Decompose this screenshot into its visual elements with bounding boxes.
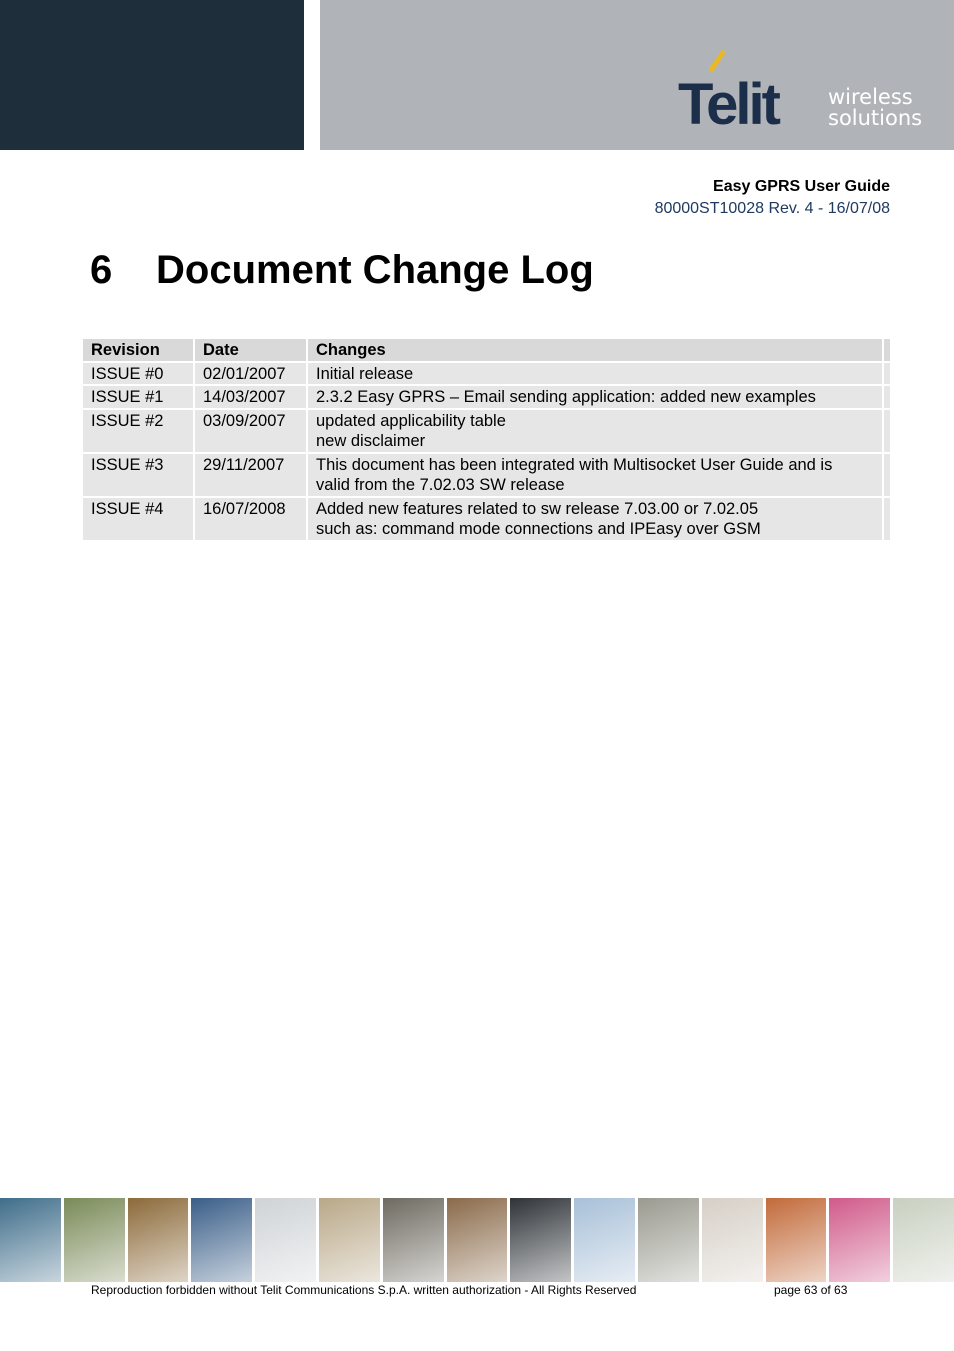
footer-photo — [64, 1198, 125, 1282]
cell-changes — [307, 497, 883, 541]
cell-spacer — [883, 409, 891, 453]
footer-photo-strip — [0, 1198, 954, 1282]
footer-photo — [574, 1198, 635, 1282]
cell-changes — [307, 385, 883, 409]
footer-copyright-notice: Reproduction forbidden without Telit Communications S.p.A. written authorization - All Rights Reserved — [91, 1283, 637, 1297]
change-line: Added new features related to sw release 7.03.00 or 7.02.05 — [316, 499, 759, 518]
cell-changes — [307, 453, 883, 497]
change-line: 2.3.2 Easy GPRS – Email sending application: added new examples — [316, 388, 816, 406]
header-banner-dark — [0, 0, 304, 150]
change-log-table — [83, 339, 892, 542]
cell-date: 14/03/2007 — [194, 385, 307, 409]
change-line: such as: command mode connections and IPEasy over GSM — [316, 520, 761, 538]
table-header-row — [83, 339, 891, 362]
document-revision: 80000ST10028 Rev. 4 - 16/07/08 — [654, 200, 890, 217]
header-spacer — [883, 339, 891, 362]
footer-photo — [829, 1198, 890, 1282]
cell-revision: ISSUE #1 — [83, 385, 194, 409]
footer-page-number: page 63 of 63 — [774, 1283, 848, 1297]
logo-accent-mark — [708, 50, 726, 72]
footer-photo — [0, 1198, 61, 1282]
cell-revision: ISSUE #3 — [83, 453, 194, 497]
cell-date: 03/09/2007 — [194, 409, 307, 453]
section-title: Document Change Log — [156, 248, 594, 292]
cell-date: 29/11/2007 — [194, 453, 307, 497]
footer-photo — [702, 1198, 763, 1282]
logo-text: Telit — [678, 72, 778, 134]
telit-logo — [676, 44, 928, 134]
cell-date: 16/07/2008 — [194, 497, 307, 541]
table-row — [83, 453, 891, 497]
logo-tagline-2: solutions — [828, 106, 923, 130]
cell-changes — [307, 362, 883, 386]
change-line: updated applicability table — [316, 411, 506, 430]
footer-photo — [383, 1198, 444, 1282]
change-line: valid from the 7.02.03 SW release — [316, 476, 565, 494]
footer-photo — [510, 1198, 571, 1282]
cell-spacer — [883, 362, 891, 386]
table-row — [83, 362, 891, 386]
cell-spacer — [883, 497, 891, 541]
cell-revision: ISSUE #2 — [83, 409, 194, 453]
footer-photo — [191, 1198, 252, 1282]
table-row — [83, 497, 891, 541]
table-row — [83, 385, 891, 409]
cell-changes — [307, 409, 883, 453]
header-revision: Revision — [83, 339, 194, 362]
footer-photo — [255, 1198, 316, 1282]
footer-photo — [893, 1198, 954, 1282]
footer-photo — [766, 1198, 827, 1282]
footer-photo — [638, 1198, 699, 1282]
table-row — [83, 409, 891, 453]
change-line: new disclaimer — [316, 432, 426, 450]
cell-revision: ISSUE #4 — [83, 497, 194, 541]
change-line: Initial release — [316, 364, 414, 383]
cell-spacer — [883, 385, 891, 409]
section-heading — [90, 248, 594, 293]
footer-photo — [447, 1198, 508, 1282]
header-changes: Changes — [307, 339, 883, 362]
cell-date: 02/01/2007 — [194, 362, 307, 386]
header-date: Date — [194, 339, 307, 362]
logo-tagline-1: wireless — [828, 85, 913, 109]
document-title: Easy GPRS User Guide — [713, 178, 890, 195]
cell-revision: ISSUE #0 — [83, 362, 194, 386]
change-line: This document has been integrated with Multisocket User Guide and is — [316, 455, 833, 474]
section-number: 6 — [90, 248, 113, 292]
cell-spacer — [883, 453, 891, 497]
footer-photo — [319, 1198, 380, 1282]
footer-photo — [128, 1198, 189, 1282]
